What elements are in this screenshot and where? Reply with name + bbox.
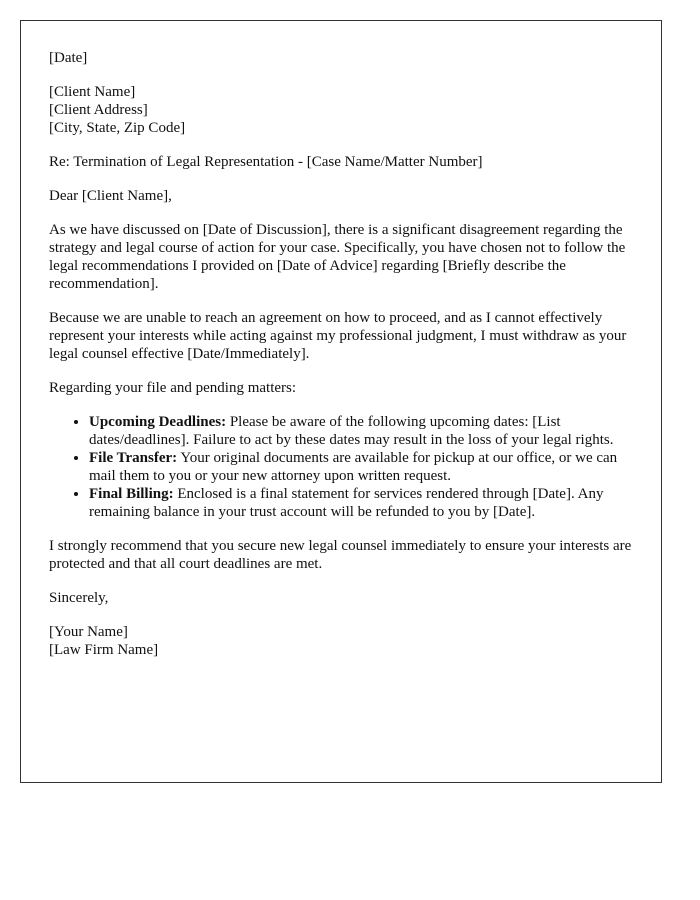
client-address: [Client Address] <box>49 102 148 118</box>
closing-paragraph: I strongly recommend that you secure new legal counsel immediately to ensure your interests are protected and that all court deadlines are met. <box>49 538 632 572</box>
list-item-label: Upcoming Deadlines: <box>89 414 227 430</box>
signature-block <box>49 623 634 659</box>
recipient-address <box>49 83 634 137</box>
client-city-state-zip: [City, State, Zip Code] <box>49 120 186 136</box>
subject-line: Re: Termination of Legal Representation - [Case Name/Matter Number] <box>49 154 483 170</box>
body-paragraph: As we have discussed on [Date of Discussion], there is a significant disagreement regarding the strategy and legal course of action for your case. Specifically, you have chosen not to follow the legal recommendations I provided on [Date of Advice] regarding [Briefly describe the recommendation]. <box>49 222 626 292</box>
list-item-text: Your original documents are available for pickup at our office, or we can mail them to you or your new attorney upon written request. <box>89 450 618 484</box>
closing: Sincerely, <box>49 590 109 606</box>
list-item-text: Enclosed is a final statement for services rendered through [Date]. Any remaining balance in your trust account will be refunded to you by [Date]. <box>89 486 604 520</box>
letter <box>20 20 662 783</box>
sender-name: [Your Name] <box>49 624 128 640</box>
salutation: Dear [Client Name], <box>49 188 172 204</box>
body-paragraph: Because we are unable to reach an agreement on how to proceed, and as I cannot effectively represent your interests while acting against my professional judgment, I must withdraw as your legal counsel effective [Date/Immediately]. <box>49 310 627 362</box>
list-item-label: Final Billing: <box>89 486 174 502</box>
law-firm-name: [Law Firm Name] <box>49 642 159 658</box>
letter-date: [Date] <box>49 50 88 66</box>
list-item <box>89 413 634 449</box>
client-name: [Client Name] <box>49 84 136 100</box>
pending-matters-list <box>49 413 634 521</box>
list-item <box>89 485 634 521</box>
list-item <box>89 449 634 485</box>
list-item-label: File Transfer: <box>89 450 178 466</box>
body-paragraph: Regarding your file and pending matters: <box>49 380 297 396</box>
list-item-text: Please be aware of the following upcoming dates: [List dates/deadlines]. Failure to act by these dates may result in the loss of your legal rights. <box>89 414 614 448</box>
